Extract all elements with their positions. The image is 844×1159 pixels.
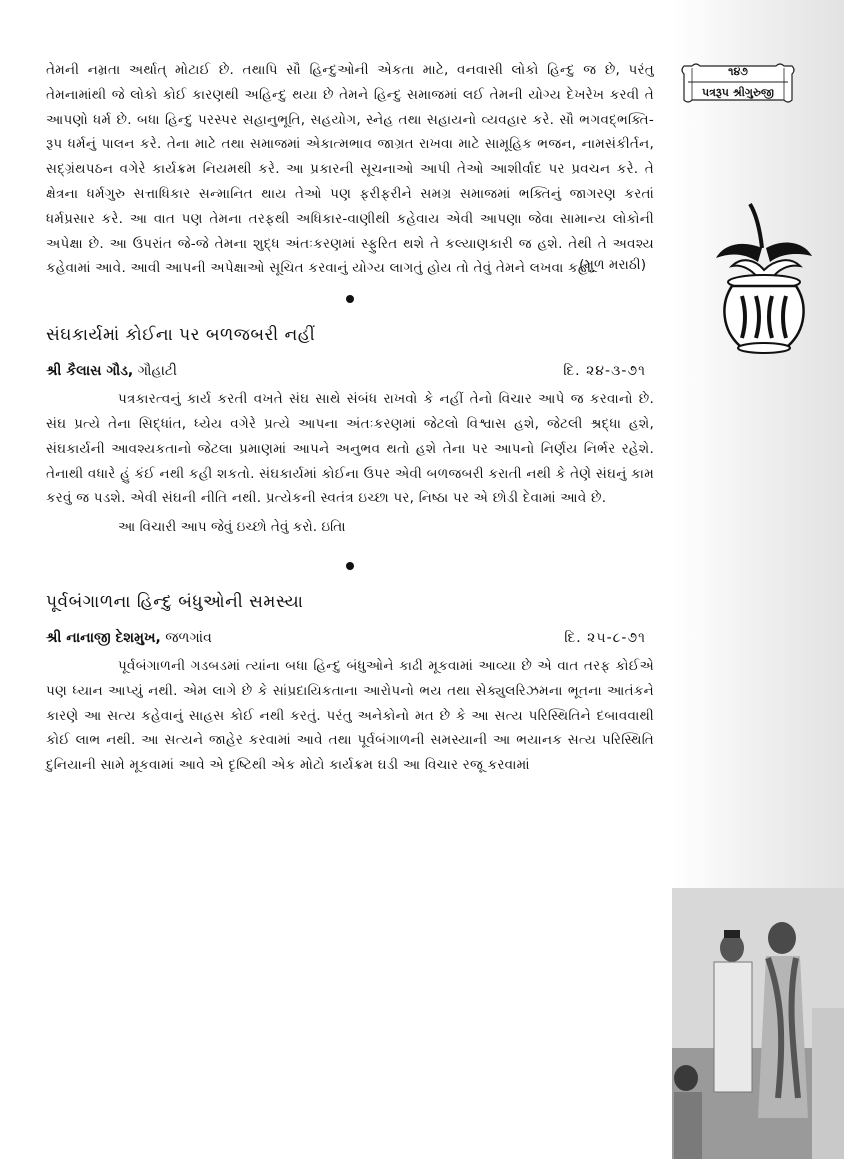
letter2-header: [46, 363, 654, 379]
source-note: (મૂળ મરાઠી): [579, 257, 646, 274]
page-number: ૧૪૭: [728, 65, 748, 78]
section-separator-2: [346, 562, 354, 570]
letter3-body: પૂર્વબંગાળની ગડબડમાં ત્યાંના બધા હિન્દુ બંધુઓને કાઢી મૂકવામાં આવ્યા છે એ વાત તરફ કોઈએ પણ ધ્યાન આપ્યું નથી. એમ લાગે છે કે સાંપ્રદાયિકતાના આરોપનો ભય તથા સેક્યુલરિઝમના ભૂતના આતંકને કારણે આ સત્ય કહેવાનું સાહસ કોઈ નથી કરતું. પરંતુ અનેકોનો મત છે કે આ સત્ય પરિસ્થિતિને દબાવવાથી કોઈ લાભ નથી. આ સત્યને જાહેર કરવામાં આવે તથા પૂર્વબંગાળની સમસ્યાની આ ભયાનક સત્ય પરિસ્થિતિ દુનિયાની સામે મૂકવામાં આવે એ દૃષ્ટિથી એક મોટો કાર્યક્રમ ઘડી આ વિચાર રજૂ કરવામાં: [46, 657, 654, 774]
letter2-sender-line: [46, 363, 177, 379]
letter2-title: સંઘકાર્યમાં કોઈના પર બળજબરી નહીં: [46, 325, 316, 346]
page-content: [46, 58, 654, 778]
letter1-body: [46, 58, 654, 281]
letter2-date: દિ. ૨૪-૩-૭૧: [563, 363, 646, 380]
letter2-body: પત્રકારત્વનું કાર્ય કરતી વખતે સંઘ સાથે સંબંધ રાખવો કે નહીં તેનો વિચાર આપે જ કરવાનો છે. સંઘ પ્રત્યે તેના સિદ્ધાંત, ધ્યેય વગેરે પ્રત્યે આપના અંતઃકરણમાં જેટલો વિશ્વાસ હશે, જેટલી શ્રદ્ધા હશે, સંઘકાર્યની આવશ્યકતાનો જેટલા પ્રમાણમાં આપને અનુભવ થતો હશે તેના પર આપનો નિર્ણય નિર્ભર રહેશે. તેનાથી વધારે હું કંઈ નથી કહી શકતો. સંઘકાર્યમાં કોઈના ઉપર એવી બળજબરી કરાતી નથી કે તેણે સંઘનું કામ કરવું જ પડશે. એવી સંઘની નીતિ નથી. પ્રત્યેકની સ્વતંત્ર ઇચ્છા પર, નિષ્ઠા પર એ છોડી દેવામાં આવે છે.: [46, 391, 654, 507]
letter2-place: ગૌહાટી: [137, 363, 178, 380]
letter3-sender-line: [46, 630, 212, 646]
letter3-header: [46, 630, 654, 646]
letter2-sender: શ્રી કૈલાસ ગૌડ,: [46, 363, 134, 380]
letter3-title: પૂર્વબંગાળના હિન્દુ બંધુઓની સમસ્યા: [46, 591, 304, 612]
letter3-sender: શ્રી નાનાજી દેશમુખ,: [46, 629, 161, 646]
letter1-text: તેમની નમ્રતા અર્થાત્ મોટાઈ છે. તથાપિ સૌ હિન્દુઓની એકતા માટે, વનવાસી લોકો હિન્દુ જ છે, પરંતુ તેમનામાંથી જે લોકો કોઈ કારણથી અહિન્દુ થયા છે તેમને હિન્દુ સમાજમાં લઈ તેમની યોગ્ય દેખરેખ કરવી તે આપણો ધર્મ છે. બધા હિન્દુ પરસ્પર સહાનુભૂતિ, સહયોગ, સ્નેહ તથા સહાયનો વ્યવહાર કરે. સૌ ભગવદ્ભક્તિ-રૂપ ધર્મનું પાલન કરે. તેના માટે તથા સમાજમાં એકાત્મભાવ જાગ્રત રાખવા માટે સામૂહિક ભજન, નામસંકીર્તન, સદ્ગ્રંથપઠન વગેરે કાર્યક્રમ નિયમથી કરે. આ પ્રકારની સૂચનાઓ આપી તેઓ આશીર્વાદ પર પ્રવચન કરે. તે ક્ષેત્રના ધર્મગુરુ સત્તાધિકાર સન્માનિત થાય તેઓ પણ ફરીફરીને સમગ્ર સમાજમાં ભક્તિનું જાગરણ કરતાં ધર્મપ્રસાર કરે. આ વાત પણ તેમના તરફથી અધિકાર-વાણીથી કહેવાય એવી આપણા જેવા સામાન્ય લોકોની અપેક્ષા છે. આ ઉપરાંત જે-જે તેમના શુદ્ધ અંતઃકરણમાં સ્ફુરિત થશે તે કલ્યાણકારી જ હશે. તેથી તે અવશ્ય કહેવામાં આવે. આવી આપની અપેક્ષાઓ સૂચિત કરવાનું યોગ્ય લાગતું હોય તો તેવું તેમને લખવા કહો.: [46, 62, 654, 277]
page-header-scroll: [678, 62, 798, 106]
running-title: પત્રરૂપ શ્રીગુરુજી: [702, 86, 774, 99]
letter3-place: જળગાંવ: [165, 629, 212, 646]
section-separator-1: [346, 295, 354, 303]
letter3-date: દિ. ૨૫-૮-૭૧: [564, 629, 646, 646]
kalash-illustration: [712, 200, 817, 360]
historic-photo: [672, 888, 844, 1159]
letter2-closing: આ વિચારી આપ જેવું ઇચ્છો તેવું કરો. ઇતિ।: [118, 519, 346, 536]
